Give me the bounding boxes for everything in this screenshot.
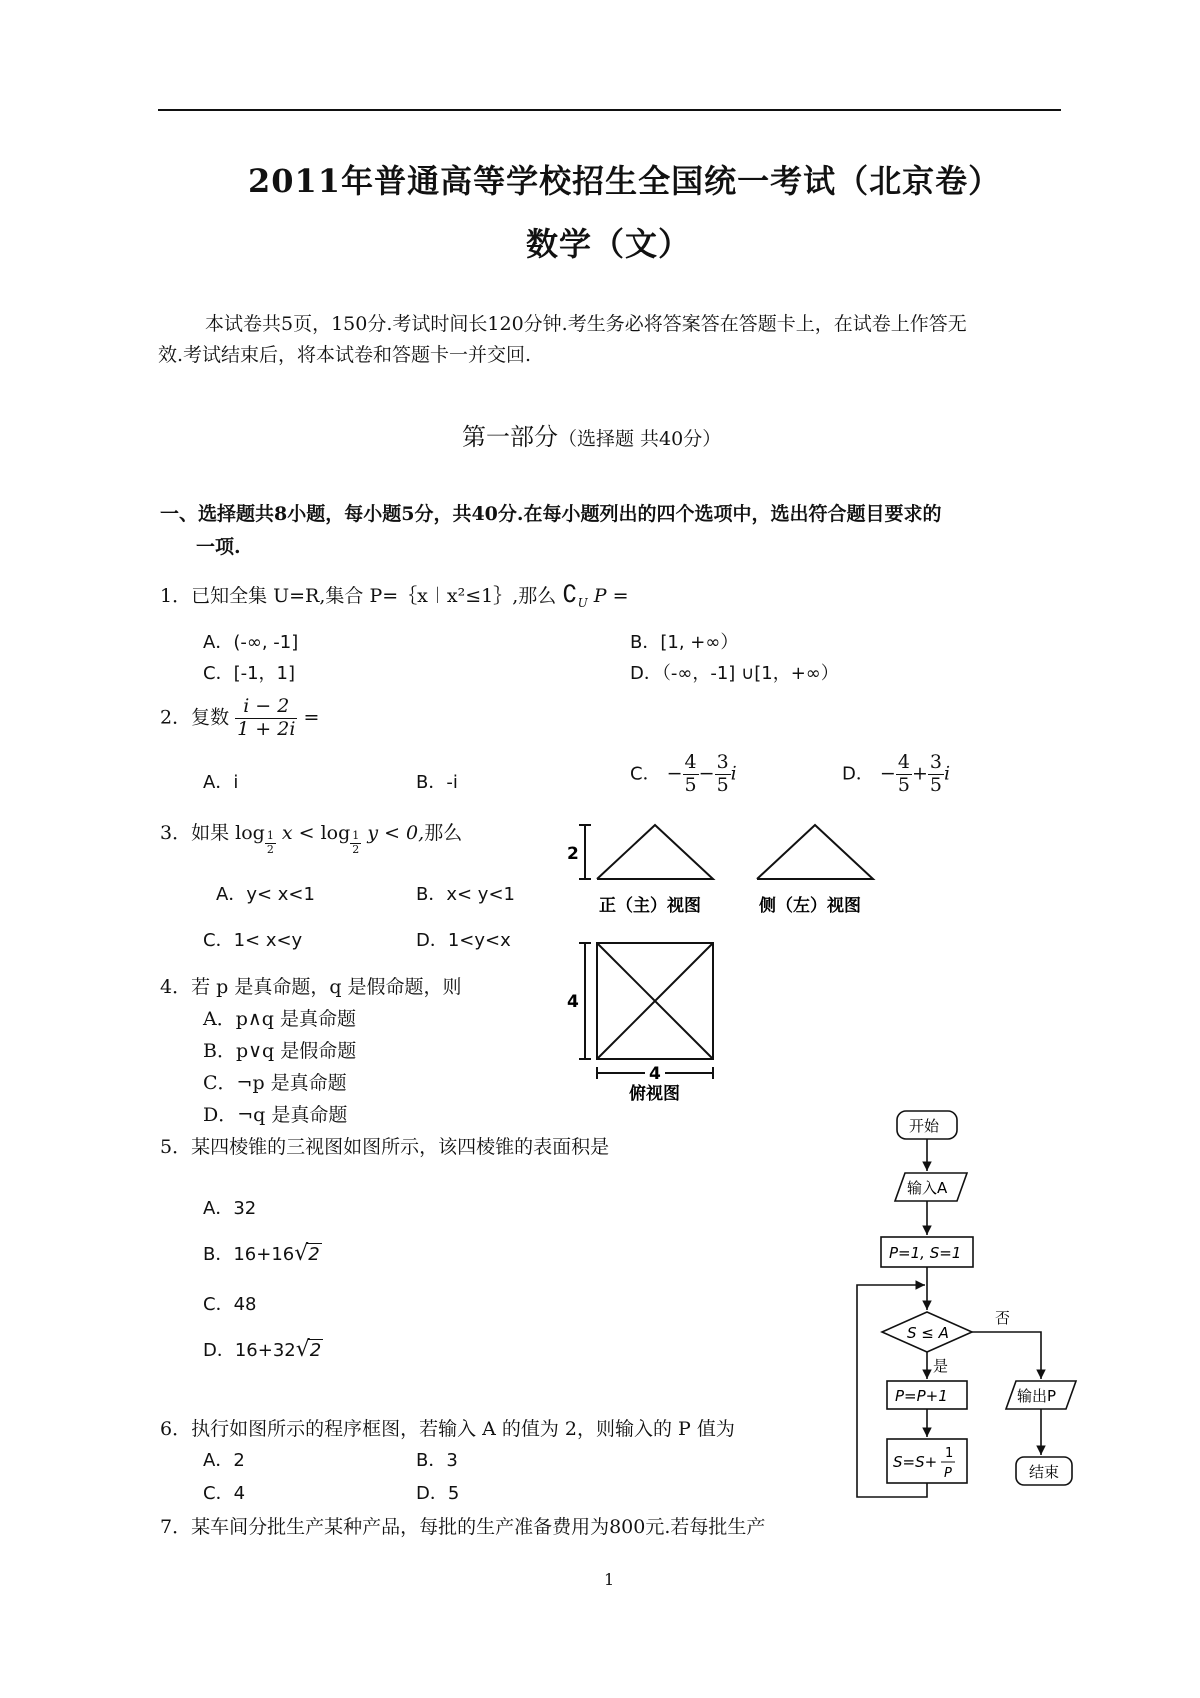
- q2-option-c: C． − $\frac{4}{5}$ − $\frac{3}{5}$ i: [630, 751, 737, 796]
- q1-stem: 1．已知全集 U=R,集合 P=｛x︱x²≤1｝,那么 $∁_U$ P =: [160, 580, 629, 610]
- q3-option-c: C．1< x<y: [203, 930, 303, 951]
- flow-start-text: 开始: [909, 1117, 940, 1135]
- top-view-label: 俯视图: [629, 1084, 680, 1104]
- q3-option-d: D．1<y<x: [416, 930, 511, 951]
- q1-option-b: B．[1, +∞）: [630, 632, 739, 653]
- flow-no-label: 否: [995, 1309, 1011, 1327]
- q5-option-b: B．16+16√2: [203, 1241, 320, 1266]
- flow-condition-text: S ≤ A: [907, 1324, 949, 1342]
- exam-title: 2011年普通高等学校招生全国统一考试（北京卷）: [248, 162, 1002, 200]
- flow-update-den: P: [944, 1466, 952, 1481]
- q2-option-b: B．-i: [416, 772, 458, 793]
- flow-update-text: S=S+: [893, 1453, 938, 1471]
- flow-increment-text: P=P+1: [895, 1387, 948, 1405]
- side-view-triangle: [757, 825, 873, 879]
- q6-option-a: A．2: [203, 1450, 245, 1471]
- intro-line-2: 效.考试结束后，将本试卷和答题卡一并交回.: [158, 344, 532, 366]
- q4-option-c: C．¬p 是真命题: [203, 1072, 347, 1094]
- front-height-label: 2: [567, 844, 579, 864]
- top-side-label: 4: [567, 992, 579, 1012]
- q3-stem: 3．如果 log $\frac{1}{2}$ x < log $\frac{1}{2}$ y < 0,那么: [160, 822, 463, 856]
- q5-stem: 5．某四棱锥的三视图如图所示，该四棱锥的表面积是: [160, 1136, 610, 1158]
- q5-option-a: A．32: [203, 1198, 257, 1219]
- flow-init-text: P=1, S=1: [889, 1244, 962, 1262]
- q4-option-a: A．p∧q 是真命题: [203, 1008, 356, 1030]
- flow-output-text: 输出P: [1017, 1387, 1057, 1405]
- three-view-figure: [555, 815, 885, 1105]
- q6-stem: 6．执行如图所示的程序框图，若输入 A 的值为 2，则输入的 P 值为: [160, 1418, 735, 1440]
- top-rule: [158, 109, 1061, 111]
- part-heading: 第一部分（选择题 共40分）: [462, 423, 722, 451]
- q2-option-d: D． − $\frac{4}{5}$ + $\frac{3}{5}$ i: [842, 751, 951, 796]
- front-view-triangle: [597, 825, 713, 879]
- section-line-1: 一、选择题共8小题，每小题5分，共40分.在每小题列出的四个选项中，选出符合题目要求的: [160, 503, 942, 525]
- q2-stem: 2．复数 $\frac{i - 2}{1 + 2i}$ =: [160, 695, 320, 740]
- q1-option-a: A．(-∞, -1]: [203, 632, 299, 653]
- q2-option-a: A．i: [203, 772, 239, 793]
- program-flowchart: [845, 1105, 1090, 1515]
- q5-option-d: D．16+32√2: [203, 1337, 322, 1362]
- front-view-label: 正（主）视图: [599, 896, 701, 916]
- exam-subtitle: 数学（文）: [526, 225, 692, 263]
- q3-option-b: B．x< y<1: [416, 884, 515, 905]
- side-view-label: 侧（左）视图: [759, 896, 861, 916]
- q4-option-b: B．p∨q 是假命题: [203, 1040, 357, 1062]
- q7-stem: 7．某车间分批生产某种产品，每批的生产准备费用为800元.若每批生产: [160, 1516, 766, 1538]
- q4-option-d: D．¬q 是真命题: [203, 1104, 348, 1126]
- page-number: 1: [604, 1570, 615, 1589]
- q6-option-d: D．5: [416, 1483, 460, 1504]
- flow-yes-label: 是: [933, 1357, 949, 1375]
- section-line-2: 一项.: [196, 536, 241, 558]
- q2-fraction: $\frac{i - 2}{1 + 2i}$: [237, 695, 296, 740]
- intro-line-1: 本试卷共5页，150分.考试时间长120分钟.考生务必将答案答在答题卡上，在试卷上作答无: [205, 313, 967, 335]
- flow-end-text: 结束: [1029, 1463, 1060, 1481]
- q3-option-a: A．y< x<1: [216, 884, 315, 905]
- q1-option-c: C．[-1，1]: [203, 663, 296, 684]
- q6-option-c: C．4: [203, 1483, 246, 1504]
- q6-option-b: B．3: [416, 1450, 458, 1471]
- flow-input-text: 输入A: [907, 1179, 948, 1197]
- q1-option-d: D．（-∞，-1] ∪[1，+∞）: [630, 663, 839, 684]
- q5-option-c: C．48: [203, 1294, 257, 1315]
- flow-update-num: 1: [945, 1446, 954, 1461]
- top-bottom-label: 4: [649, 1064, 661, 1084]
- q4-stem: 4．若 p 是真命题，q 是假命题，则: [160, 976, 462, 998]
